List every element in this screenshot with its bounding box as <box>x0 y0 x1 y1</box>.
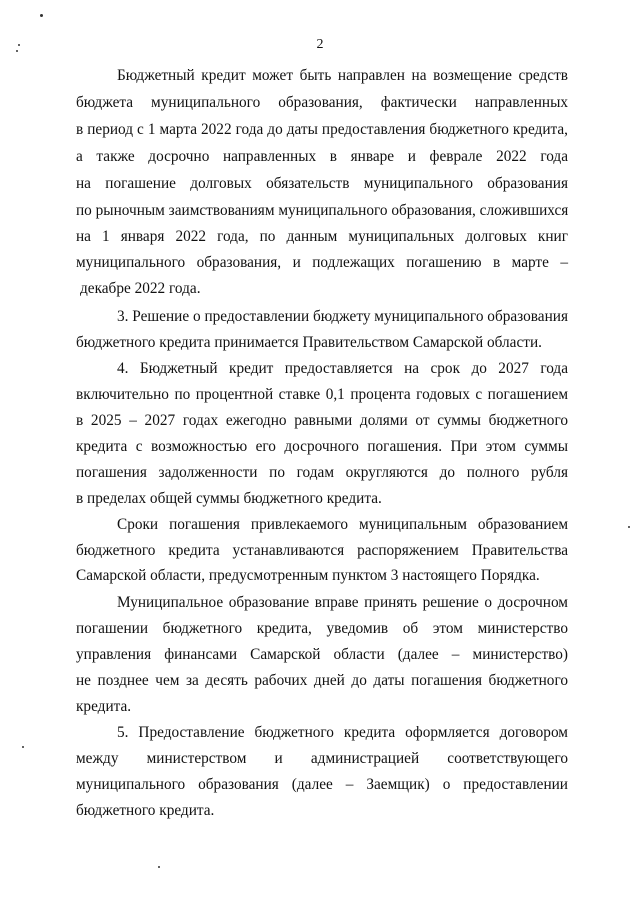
scan-speck <box>158 866 160 868</box>
text-line: декабре 2022 года. <box>80 280 201 297</box>
text-line: бюджетного кредита. <box>76 802 215 819</box>
text-line: муниципального образования, и подлежащих погашению в марте – <box>76 254 568 271</box>
text-line: а также досрочно направленных в январе и феврале 2022 года <box>76 148 568 165</box>
page-number: 2 <box>316 37 324 52</box>
scan-speck <box>628 526 630 528</box>
text-line: управления финансами Самарской области (далее – министерство) <box>76 646 568 663</box>
text-line: по рыночным заимствованиям муниципального образования, сложившихся <box>76 202 569 219</box>
text-line: кредита с возможностью его досрочного погашения. При этом суммы <box>76 438 568 455</box>
text-line: Самарской области, предусмотренным пунктом 3 настоящего Порядка. <box>76 567 540 584</box>
text-line: в пределах общей суммы бюджетного кредита. <box>76 490 382 507</box>
scan-speck <box>40 14 43 17</box>
text-line: бюджетного кредита устанавливаются распоряжением Правительства <box>76 542 568 559</box>
text-line: муниципального образования (далее – Заемщик) о предоставлении <box>76 776 568 793</box>
text-line: погашении бюджетного кредита, уведомив об этом министерство <box>76 620 568 637</box>
text-line: бюджетного кредита принимается Правительством Самарской области. <box>76 334 542 351</box>
text-line: погашения задолженности по годам округляются до полного рубля <box>76 464 568 481</box>
text-line: 3. Решение о предоставлении бюджету муниципального образования <box>117 308 568 325</box>
text-line: в период с 1 марта 2022 года до даты предоставления бюджетного кредита, <box>76 121 568 138</box>
text-line: на 1 января 2022 года, по данным муниципальных долговых книг <box>76 228 568 245</box>
text-line: бюджета муниципального образования, фактически направленных <box>76 94 568 111</box>
text-line: включительно по процентной ставке 0,1 процента годовых с погашением <box>76 386 568 403</box>
text-line: в 2025 – 2027 годах ежегодно равными долями от суммы бюджетного <box>76 412 568 429</box>
text-line: Бюджетный кредит может быть направлен на возмещение средств <box>117 67 568 84</box>
text-line: кредита. <box>76 698 132 715</box>
text-line: на погашение долговых обязательств муниципального образования <box>76 175 568 192</box>
text-line: не позднее чем за десять рабочих дней до даты погашения бюджетного <box>76 672 568 689</box>
scan-speck <box>22 746 24 748</box>
text-line: между министерством и администрацией соответствующего <box>76 750 568 767</box>
text-line: 5. Предоставление бюджетного кредита оформляется договором <box>117 724 568 741</box>
text-line: Муниципальное образование вправе принять решение о досрочном <box>117 594 568 611</box>
text-line: 4. Бюджетный кредит предоставляется на срок до 2027 года <box>117 360 568 377</box>
text-line: Сроки погашения привлекаемого муниципальным образованием <box>117 516 568 533</box>
